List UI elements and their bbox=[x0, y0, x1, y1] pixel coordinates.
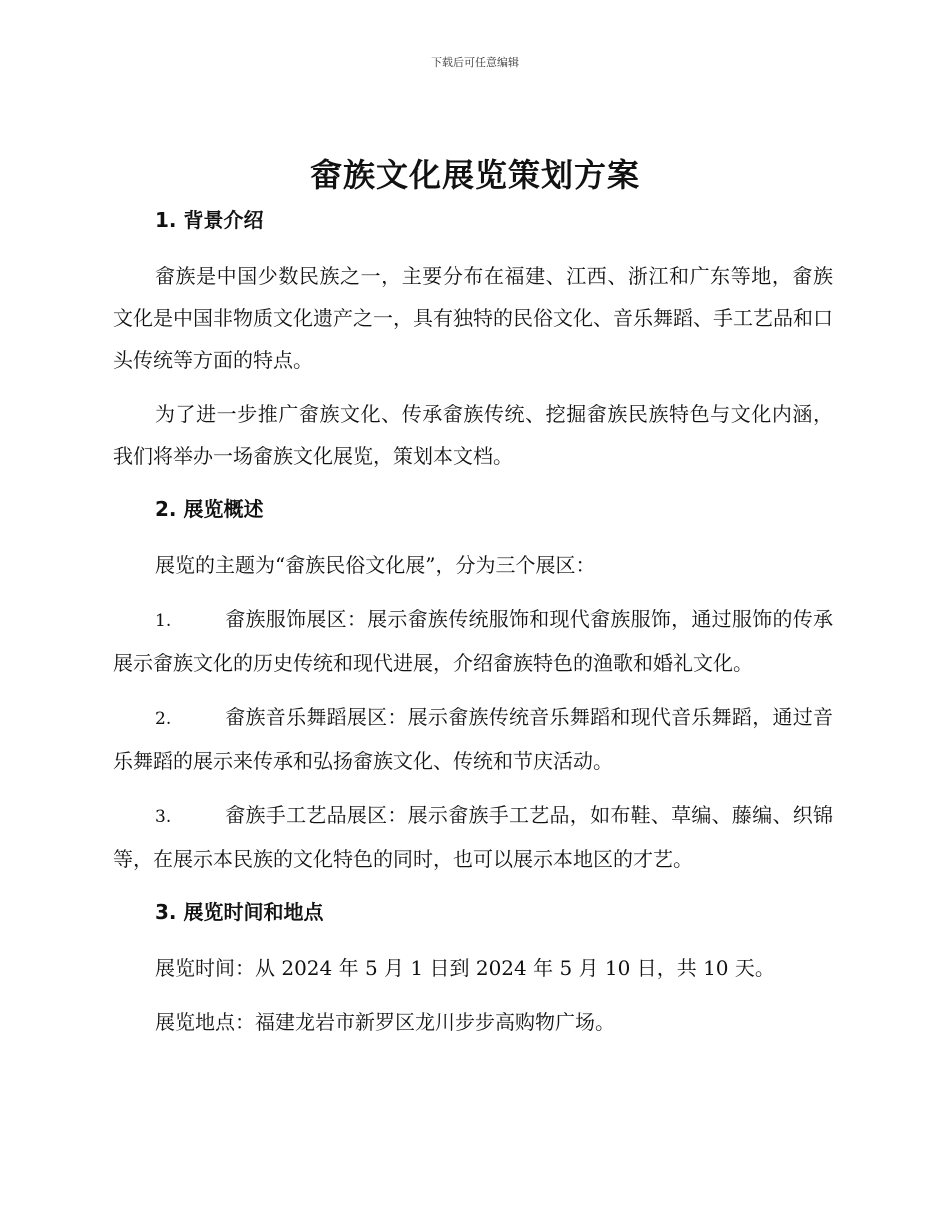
list-item-number: 1. bbox=[155, 611, 172, 631]
list-item-text: 畲族音乐舞蹈展区：展示畲族传统音乐舞蹈和现代音乐舞蹈，通过音乐舞蹈的展示来传承和弘扬畲族文化、传统和节庆活动。 bbox=[113, 705, 833, 773]
document-title: 畲族文化展览策划方案 bbox=[309, 156, 640, 194]
overview-intro: 展览的主题为“畲族民俗文化展”，分为三个展区： bbox=[155, 553, 596, 577]
header-note: 下载后可任意编辑 bbox=[431, 56, 519, 69]
list-item-text: 畲族手工艺品展区：展示畲族手工艺品，如布鞋、草编、藤编、织锦等，在展示本民族的文化特色的同时，也可以展示本地区的才艺。 bbox=[113, 803, 833, 871]
list-item-number: 3. bbox=[155, 807, 172, 827]
background-paragraph-2: 为了进一步推广畲族文化、传承畲族传统、挖掘畲族民族特色与文化内涵，我们将举办一场畲族文化展览，策划本文档。 bbox=[113, 402, 833, 468]
list-item-text: 畲族服饰展区：展示畲族传统服饰和现代畲族服饰，通过服饰的传承展示畲族文化的历史传统和现代进展，介绍畲族特色的渔歌和婚礼文化。 bbox=[113, 607, 833, 675]
section-heading-time-place: 3. 展览时间和地点 bbox=[155, 900, 324, 924]
section-heading-overview: 2. 展览概述 bbox=[155, 497, 264, 521]
background-paragraph-1: 畲族是中国少数民族之一，主要分布在福建、江西、浙江和广东等地，畲族文化是中国非物质文化遗产之一，具有独特的民俗文化、音乐舞蹈、手工艺品和口头传统等方面的特点。 bbox=[113, 264, 833, 372]
list-item-number: 2. bbox=[155, 709, 172, 729]
list-item bbox=[113, 794, 833, 880]
document-body bbox=[113, 200, 833, 1043]
exhibition-place: 展览地点：福建龙岩市新罗区龙川步步高购物广场。 bbox=[155, 1010, 615, 1034]
list-item bbox=[113, 598, 833, 684]
exhibition-time: 展览时间：从 2024 年 5 月 1 日到 2024 年 5 月 10 日，共 10 天。 bbox=[155, 956, 775, 980]
list-item bbox=[113, 696, 833, 782]
section-heading-background: 1. 背景介绍 bbox=[155, 208, 264, 232]
